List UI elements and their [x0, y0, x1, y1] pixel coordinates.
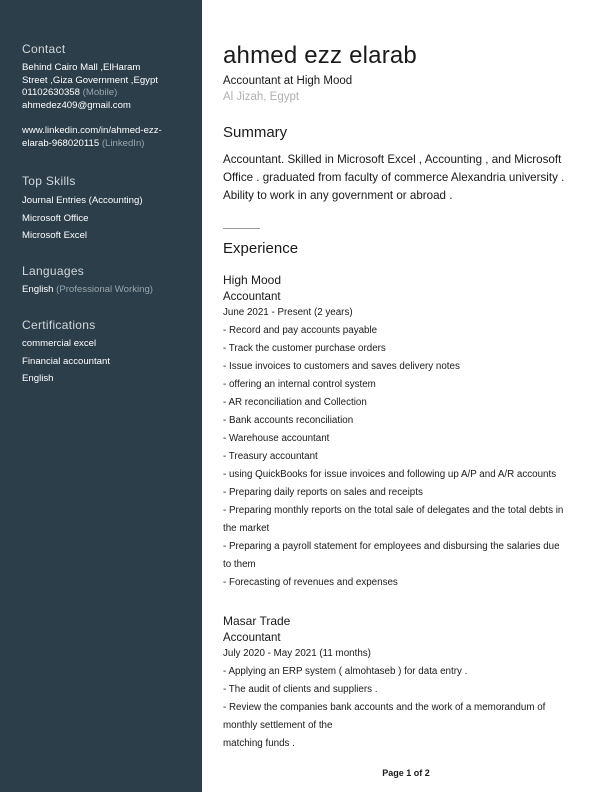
- summary-line: Office . graduated from faculty of commerce Alexandria university .: [223, 171, 565, 184]
- certification-item: commercial excel: [22, 338, 97, 349]
- phone-number: 01102630358: [22, 87, 80, 99]
- skill-item: Journal Entries (Accounting): [22, 195, 143, 206]
- linkedin: [22, 125, 194, 150]
- certifications-heading: Certifications: [22, 318, 96, 332]
- skill-item: Microsoft Office: [22, 212, 89, 224]
- email-link[interactable]: ahmedez409@gmail.com: [22, 100, 131, 112]
- linkedin-url-line[interactable]: elarab-968020115: [22, 137, 100, 149]
- bullet-line: to them: [223, 558, 256, 570]
- language-level: (Professional Working): [56, 284, 154, 295]
- bullet-line: monthly settlement of the: [223, 719, 333, 731]
- linkedin-label: (LinkedIn): [101, 137, 145, 149]
- bullet-line: - Treasury accountant: [223, 450, 318, 462]
- job-entry: [223, 272, 593, 592]
- job-dates: June 2021 - Present (2 years): [223, 306, 353, 318]
- job-bullets: [223, 322, 593, 592]
- section-divider: [223, 228, 260, 229]
- languages-heading: Languages: [22, 264, 85, 278]
- bullet-line: - AR reconciliation and Collection: [223, 396, 367, 408]
- phone: [22, 87, 194, 100]
- bullet-line: - The audit of clients and suppliers .: [223, 683, 378, 695]
- bullet-line: - Applying an ERP system ( almohtaseb ) for data entry .: [223, 665, 468, 677]
- address: [22, 62, 194, 87]
- summary-section: [223, 124, 593, 205]
- bullet-line: - Warehouse accountant: [223, 432, 330, 444]
- bullet-line: - Forecasting of revenues and expenses: [223, 576, 398, 588]
- experience-heading: Experience: [223, 240, 299, 257]
- job-title: Accountant: [223, 290, 281, 303]
- page-number: Page 1 of 2: [382, 768, 430, 778]
- bullet-line: - using QuickBooks for issue invoices and following up A/P and A/R accounts: [223, 468, 557, 480]
- bullet-line: - Preparing daily reports on sales and receipts: [223, 486, 423, 498]
- contact-heading: Contact: [22, 42, 66, 56]
- sidebar: [0, 0, 202, 792]
- bullet-line: - Bank accounts reconciliation: [223, 414, 354, 426]
- summary-line: Ability to work in any government or abroad .: [223, 189, 453, 202]
- linkedin-url-line[interactable]: www.linkedin.com/in/ahmed-ezz-: [22, 124, 162, 136]
- summary-text: [223, 151, 593, 205]
- languages-section: [22, 264, 194, 299]
- address-line: Street ,Giza Government ,Egypt: [22, 74, 158, 86]
- contact-section: [22, 42, 194, 150]
- company-name: Masar Trade: [223, 614, 291, 628]
- bullet-line: - Record and pay accounts payable: [223, 324, 378, 336]
- phone-label: (Mobile): [82, 87, 118, 99]
- skill-item: Microsoft Excel: [22, 230, 88, 242]
- company-name: High Mood: [223, 273, 282, 287]
- bullet-line: - Preparing monthly reports on the total sale of delegates and the total debts in: [223, 504, 564, 516]
- job-title: Accountant: [223, 631, 281, 644]
- certification-item: English: [22, 373, 54, 385]
- bullet-line: the market: [223, 522, 270, 534]
- bullet-line: - Preparing a payroll statement for employees and disbursing the salaries due: [223, 540, 560, 552]
- bullet-line: - Track the customer purchase orders: [223, 342, 386, 354]
- summary-line: Accountant. Skilled in Microsoft Excel , Accounting , and Microsoft: [223, 153, 562, 166]
- top-skills-section: [22, 174, 194, 245]
- certification-item: Financial accountant: [22, 355, 110, 367]
- job-bullets: [223, 663, 593, 753]
- bullet-line: matching funds .: [223, 737, 295, 749]
- job-entry: [223, 613, 593, 753]
- headline: Accountant at High Mood: [223, 75, 353, 87]
- job-dates: July 2020 - May 2021 (11 months): [223, 647, 371, 659]
- full-name: ahmed ezz elarab: [223, 42, 417, 69]
- language-item: [22, 281, 194, 299]
- bullet-line: - offering an internal control system: [223, 378, 376, 390]
- profile-header: [223, 42, 593, 105]
- address-line: Behind Cairo Mall ,ElHaram: [22, 62, 141, 73]
- bullet-line: - Issue invoices to customers and saves delivery notes: [223, 360, 460, 372]
- top-skills-heading: Top Skills: [22, 174, 76, 188]
- location: Al Jizah, Egypt: [223, 91, 300, 103]
- summary-heading: Summary: [223, 124, 288, 141]
- certifications-section: [22, 318, 194, 388]
- bullet-line: - Review the companies bank accounts and the work of a memorandum of: [223, 701, 546, 713]
- language-name: English: [22, 284, 54, 295]
